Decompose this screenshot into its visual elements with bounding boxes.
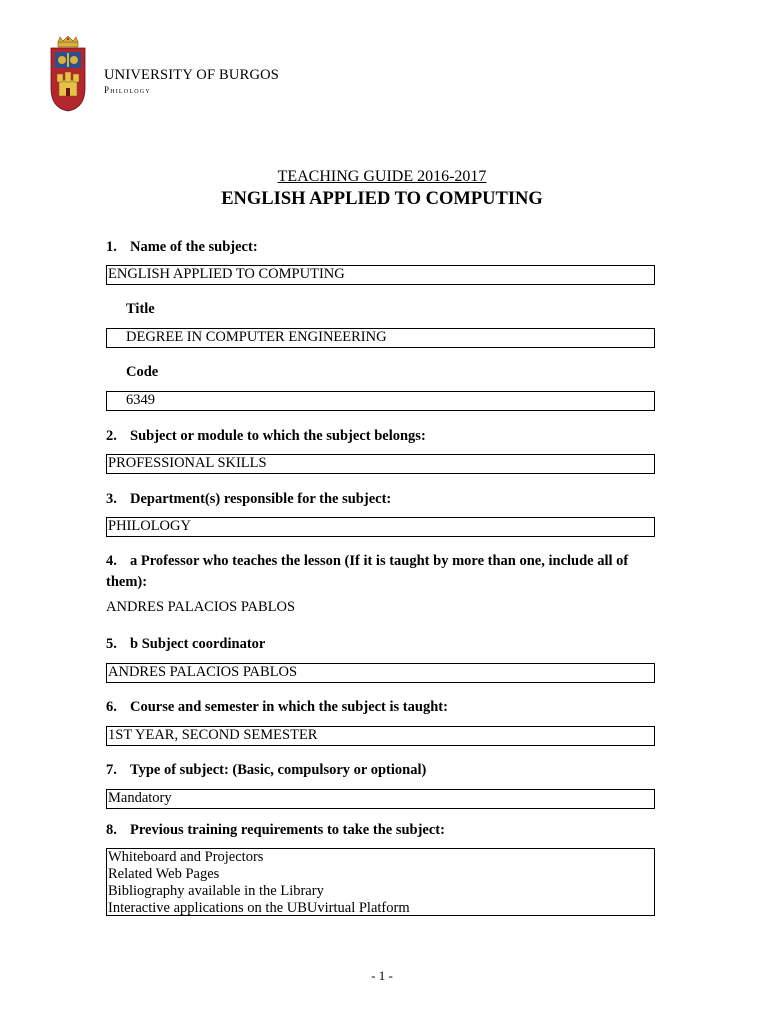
section-number: 4. — [106, 553, 117, 569]
section-label: Type of subject: (Basic, compulsory or optional) — [130, 762, 427, 778]
module-value: PROFESSIONAL SKILLS — [108, 455, 267, 471]
subject-type-field — [106, 789, 655, 809]
course-semester-field — [106, 726, 655, 746]
coordinator-field — [106, 663, 655, 683]
section-number: 5. — [106, 636, 117, 652]
teaching-guide-title: TEACHING GUIDE 2016-2017 — [277, 168, 487, 185]
requirements-field — [106, 848, 655, 916]
section-label: Course and semester in which the subject is taught: — [130, 699, 448, 715]
section-3-heading — [106, 489, 666, 510]
university-name: UNIVERSITY OF BURGOS — [104, 67, 280, 83]
section-6-heading — [106, 697, 666, 718]
subject-type-value: Mandatory — [108, 790, 172, 806]
section-2-heading — [106, 426, 666, 447]
code-value: 6349 — [126, 392, 155, 408]
section-label: Subject or module to which the subject belongs: — [130, 428, 426, 444]
section-1-heading — [106, 237, 666, 258]
section-4-heading — [106, 551, 666, 593]
section-5-heading — [106, 634, 666, 655]
code-field — [106, 391, 655, 411]
requirement-line: Interactive applications on the UBUvirtual Platform — [108, 900, 410, 916]
degree-title-field — [106, 328, 655, 348]
section-label: b Subject coordinator — [130, 636, 266, 652]
section-number: 2. — [106, 428, 117, 444]
title-label: Title — [126, 301, 155, 317]
section-label: Name of the subject: — [130, 239, 258, 255]
department-value: PHILOLOGY — [108, 518, 191, 534]
requirement-line: Whiteboard and Projectors — [108, 849, 264, 865]
degree-title-value: DEGREE IN COMPUTER ENGINEERING — [126, 329, 387, 345]
section-number: 1. — [106, 239, 117, 255]
section-number: 3. — [106, 491, 117, 507]
subject-title: ENGLISH APPLIED TO COMPUTING — [221, 189, 543, 209]
university-crest-logo — [48, 36, 88, 112]
section-7-heading — [106, 760, 666, 781]
subject-name-field — [106, 265, 655, 285]
coordinator-value: ANDRES PALACIOS PABLOS — [108, 664, 298, 680]
section-number: 8. — [106, 822, 117, 838]
faculty-name: Philology — [104, 85, 151, 95]
requirement-line: Related Web Pages — [108, 866, 220, 882]
section-label: Department(s) responsible for the subject: — [130, 491, 392, 507]
section-8-heading — [106, 820, 666, 841]
section-label: a Professor who teaches the lesson (If it is taught by more than one, include all of them): — [106, 553, 629, 590]
section-label: Previous training requirements to take the subject: — [130, 822, 445, 838]
section-number: 7. — [106, 762, 117, 778]
professor-value: ANDRES PALACIOS PABLOS — [106, 599, 296, 615]
course-semester-value: 1ST YEAR, SECOND SEMESTER — [108, 727, 318, 743]
code-label: Code — [126, 364, 159, 380]
module-field — [106, 454, 655, 474]
section-number: 6. — [106, 699, 117, 715]
requirement-line: Bibliography available in the Library — [108, 883, 324, 899]
subject-name-value: ENGLISH APPLIED TO COMPUTING — [108, 266, 345, 282]
department-field — [106, 517, 655, 537]
page-number: - 1 - — [371, 968, 393, 983]
